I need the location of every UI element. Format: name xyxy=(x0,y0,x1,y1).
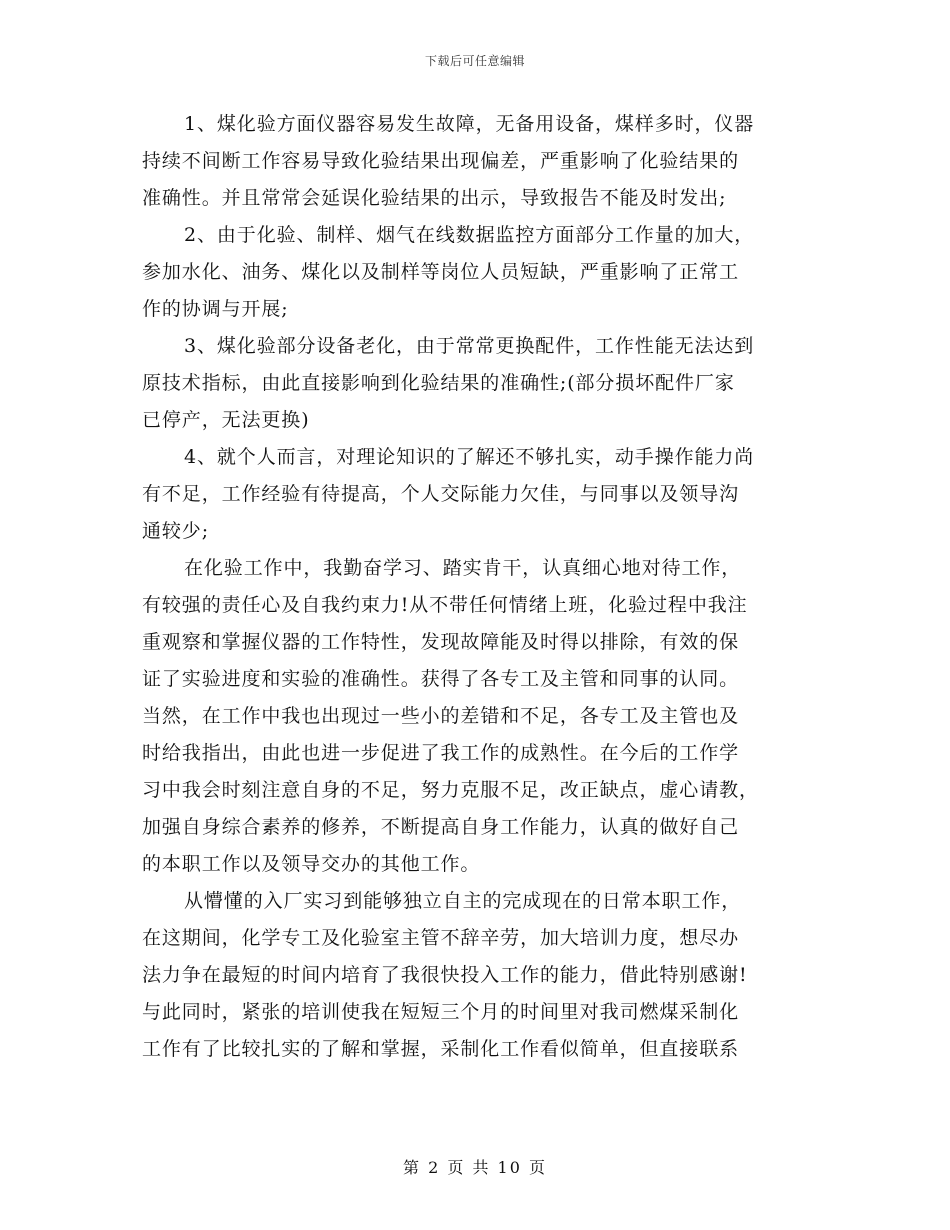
paragraph-6: 从懵懂的入厂实习到能够独立自主的完成现在的日常本职工作， 在这期间，化学专工及化验室主管不辞辛劳，加大培训力度，想尽办 法力争在最短的时间内培育了我很快投入工作的能力，借此特别感谢! 与此同时，紧张的培训使我在短短三个月的时间里对我司燃煤采制化 工作有了比较扎实的了解和掌握，采制化工作看似简单，但直接联系 xyxy=(142,890,748,1060)
paragraph-4: 4、就个人而言，对理论知识的了解还不够扎实，动手操作能力尚 有不足，工作经验有待提高，个人交际能力欠佳，与同事以及领导沟 通较少; xyxy=(142,446,755,542)
page-number-footer: 第 2 页 共 10 页 xyxy=(403,1158,547,1177)
paragraph-5: 在化验工作中，我勤奋学习、踏实肯干，认真细心地对待工作， 有较强的责任心及自我约束力!从不带任何情绪上班，化验过程中我注 重观察和掌握仪器的工作特性，发现故障能及时得以排除，有效的保 证了实验进度和实验的准确性。获得了各专工及主管和同事的认同。 当然，在工作中我也出现过一些小的差错和不足，各专工及主管也及 时给我指出，由此也进一步促进了我工作的成熟性。在今后的工作学 习中我会时刻注意自身的不足，努力克服不足，改正缺点，虚心请教， 加强自身综合素养的修养，不断提高自身工作能力，认真的做好自己 的本职工作以及领导交办的其他工作。 xyxy=(142,557,759,875)
paragraph-1: 1、煤化验方面仪器容易发生故障，无备用设备，煤样多时，仪器 持续不间断工作容易导致化验结果出现偏差，严重影响了化验结果的 准确性。并且常常会延误化验结果的出示，导致报告不能及时发出; xyxy=(142,113,755,209)
document-body xyxy=(142,106,808,1068)
paragraph-3: 3、煤化验部分设备老化，由于常常更换配件，工作性能无法达到 原技术指标，由此直接影响到化验结果的准确性;(部分损坏配件厂家 已停产，无法更换) xyxy=(142,335,755,431)
paragraph-2: 2、由于化验、制样、烟气在线数据监控方面部分工作量的加大， 参加水化、油务、煤化以及制样等岗位人员短缺，严重影响了正常工 作的协调与开展; xyxy=(142,224,755,320)
page-header-note: 下载后可任意编辑 xyxy=(424,54,525,68)
